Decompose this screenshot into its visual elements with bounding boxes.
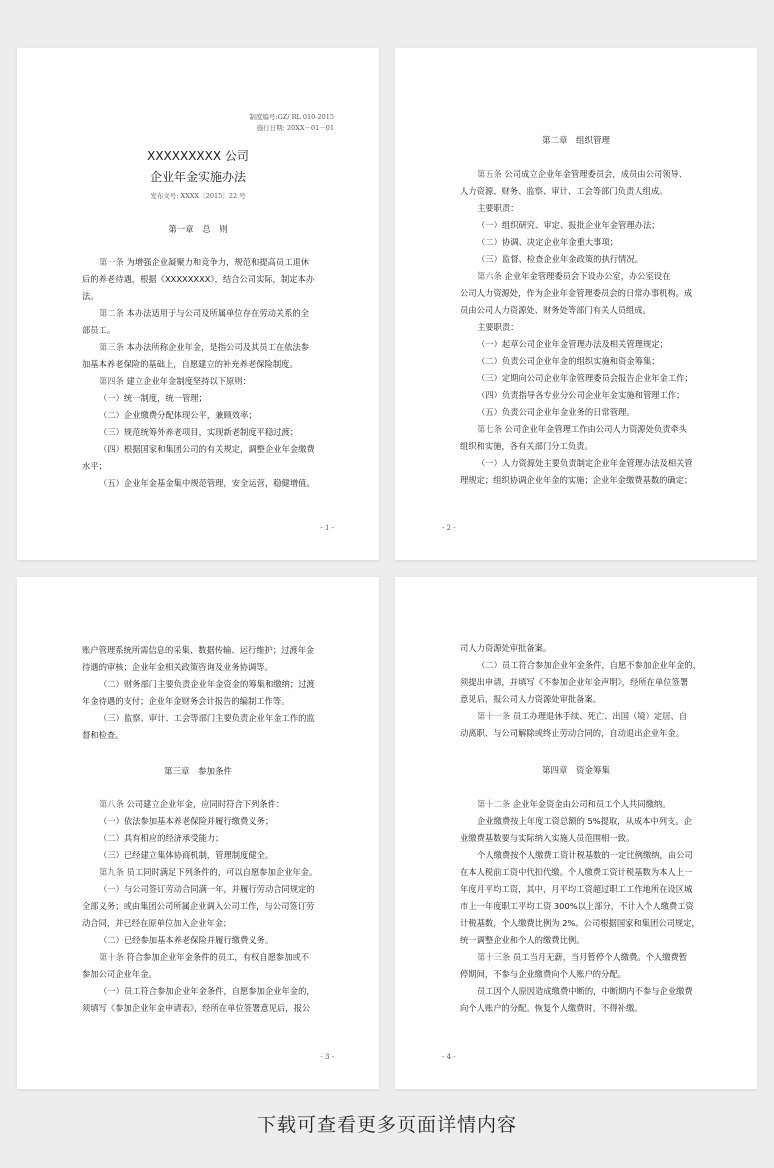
- chapter-heading: 第四章 资金筹集: [541, 766, 610, 776]
- paragraph-text: 公司人力资源处，作为企业年金管理委员会的日常办事机构。成: [460, 288, 693, 298]
- paragraph-text: 账户管理系统所需信息的采集、数据传输、运行维护；过渡年金: [82, 645, 315, 655]
- article-number: 第十三条: [477, 952, 511, 962]
- text-line: [82, 458, 334, 475]
- text-line: [82, 693, 334, 710]
- paragraph-text: 本办法适用于与公司及所属单位存在劳动关系的全: [126, 308, 310, 318]
- body-text: [460, 640, 712, 742]
- paragraph-text: 向个人账户的分配。恢复个人缴费时，不得补缴。: [460, 1003, 643, 1013]
- article-line: [460, 949, 712, 966]
- text-line: [82, 475, 334, 492]
- article-line: [460, 421, 712, 438]
- paragraph-text: （二）财务部门主要负责企业年金资金的筹集和缴纳；过渡: [99, 679, 315, 689]
- paragraph-text: 员由公司人力资源处、财务处等部门有关人员组成。: [460, 305, 651, 315]
- paragraph-text: 统一调整企业和个人的缴费比例。: [460, 935, 585, 945]
- paragraph-text: 意见后，报公司人力资源处审批备案。: [460, 694, 602, 704]
- text-line: [82, 727, 334, 744]
- paragraph-text: 在本人税前工资中代扣代缴。个人缴费工资计税基数为本人上一: [460, 867, 693, 877]
- paragraph-text: （一）与公司签订劳动合同满一年，并履行劳动合同规定的: [99, 884, 315, 894]
- paragraph-text: 市上一年度职工平均工资 300%以上部分，不计入个人缴费工资: [460, 901, 694, 911]
- paragraph-text: （三）规范统筹外养老项目，实现新老制度平稳过渡；: [99, 427, 299, 437]
- paragraph-text: （五）企业年金基金集中规范管理，安全运营，稳健增值。: [99, 478, 315, 488]
- paragraph-text: （一）组织研究、审定、报批企业年金管理办法；: [477, 220, 660, 230]
- paragraph-text: 员工同时满足下列条件的，可以自愿参加企业年金。: [126, 867, 318, 877]
- article-line: [82, 339, 334, 356]
- text-line: [82, 356, 334, 373]
- page-number: - 1 -: [320, 524, 334, 532]
- text-line: [82, 966, 334, 983]
- article-line: [460, 268, 712, 285]
- text-line: [460, 983, 712, 1000]
- paragraph-text: （三）已经建立集体协商机制，管理制度健全。: [99, 850, 274, 860]
- paragraph-text: 建立企业年金制度坚持以下原则：: [126, 376, 252, 386]
- paragraph-text: 须提出申请，并填写《不参加企业年金声明》，经所在单位签署: [460, 677, 689, 687]
- paragraph-text: 计税基数，个人缴费比例为 2%。公司根据国家和集团公司规定，: [460, 918, 700, 928]
- paragraph-text: （一）人力资源处主要负责制定企业年金管理办法及相关管: [477, 458, 693, 468]
- document-page-3: [17, 577, 379, 1089]
- paragraph-text: 主要职责：: [477, 203, 519, 213]
- paragraph-text: 理规定；组织协调企业年金的实施；企业年金缴费基数的确定；: [460, 475, 693, 485]
- text-line: [460, 1000, 712, 1017]
- paragraph-text: 公司建立企业年金，应同时符合下列条件：: [126, 799, 285, 809]
- paragraph-text: 动合同，并已经在原单位加入企业年金；: [82, 918, 232, 928]
- chapter-heading: 第三章 参加条件: [163, 767, 232, 777]
- text-line: [460, 657, 712, 674]
- paragraph-text: 公司成立企业年金管理委员会，成员由公司领导、: [504, 169, 688, 179]
- text-line: [460, 285, 712, 302]
- paragraph-text: 公司企业年金管理工作由公司人力资源处负责牵头: [504, 424, 688, 434]
- text-line: [82, 659, 334, 676]
- article-number: 第十一条: [477, 711, 511, 721]
- article-line: [82, 864, 334, 881]
- paragraph-text: 符合参加企业年金条件的员工，有权自愿参加或不: [126, 952, 310, 962]
- article-number: 第六条: [477, 271, 502, 281]
- paragraph-text: 动离职、与公司解除或终止劳动合同的，自动退出企业年金。: [460, 728, 685, 738]
- article-line: [460, 796, 712, 813]
- chapter-heading: 第二章 组织管理: [541, 136, 610, 146]
- paragraph-text: （二）负责公司企业年金的组织实施和资金筹集；: [477, 356, 660, 366]
- text-line: [82, 441, 334, 458]
- text-line: [460, 234, 712, 251]
- document-page-4: [395, 577, 757, 1089]
- text-line: [460, 881, 712, 898]
- text-line: [82, 642, 334, 659]
- paragraph-text: （一）统一制度，统一管理；: [99, 393, 207, 403]
- text-line: [460, 183, 712, 200]
- paragraph-text: （二）具有相应的经济承受能力；: [99, 833, 224, 843]
- text-line: [82, 390, 334, 407]
- text-line: [82, 407, 334, 424]
- chapter-heading: 第一章 总 则: [168, 225, 228, 235]
- text-line: [460, 725, 712, 742]
- text-line: [460, 830, 712, 847]
- document-page-1: [17, 48, 379, 560]
- article-line: [82, 373, 334, 390]
- paragraph-text: 组织和实施，各有关部门分工负责。: [460, 441, 593, 451]
- article-number: 第七条: [477, 424, 502, 434]
- paragraph-text: 部员工。: [82, 325, 116, 335]
- paragraph-text: 本办法所称企业年金，是指公司及其员工在依法参: [126, 342, 310, 352]
- text-line: [82, 847, 334, 864]
- paragraph-text: 业缴费基数要与实际纳入实施人员范围相一致。: [460, 833, 635, 843]
- text-line: [460, 932, 712, 949]
- body-text-continued: [460, 796, 712, 1017]
- document-page-2: [395, 48, 757, 560]
- paragraph-text: 年金待遇的支付；企业年金财务会计报告的编制工作等。: [82, 696, 290, 706]
- text-line: [82, 676, 334, 693]
- article-number: 第一条: [99, 257, 124, 267]
- article-line: [82, 949, 334, 966]
- effective-date: 施行日期: 20XX－01－01: [256, 124, 334, 132]
- text-line: [460, 898, 712, 915]
- text-line: [460, 387, 712, 404]
- company-name: XXXXXXXXX 公司: [147, 149, 249, 163]
- body-text: [460, 166, 712, 489]
- paragraph-text: 加基本养老保险的基础上，自愿建立的补充养老保险制度。: [82, 359, 298, 369]
- paragraph-text: （二）协调、决定企业年金重大事项；: [477, 237, 619, 247]
- text-line: [82, 1000, 334, 1017]
- text-line: [82, 813, 334, 830]
- text-line: [460, 302, 712, 319]
- paragraph-text: 为增强企业凝聚力和竞争力，规范和提高员工退休: [126, 257, 310, 267]
- text-line: [460, 370, 712, 387]
- text-line: [460, 966, 712, 983]
- text-line: [460, 353, 712, 370]
- text-line: [82, 710, 334, 727]
- paragraph-text: 督和检查。: [82, 730, 124, 740]
- text-line: [82, 932, 334, 949]
- body-text: [82, 254, 334, 492]
- text-line: [82, 915, 334, 932]
- text-line: [460, 691, 712, 708]
- paragraph-text: 个人缴费按个人缴费工资计税基数的一定比例缴纳，由公司: [477, 850, 693, 860]
- paragraph-text: （二）已经参加基本养老保险并履行缴费义务。: [99, 935, 274, 945]
- paragraph-text: 法。: [82, 291, 99, 301]
- text-line: [460, 847, 712, 864]
- text-line: [82, 322, 334, 339]
- text-line: [460, 319, 712, 336]
- paragraph-text: 企业年金管理委员会下设办公室，办公室设在: [504, 271, 671, 281]
- document-title: 企业年金实施办法: [149, 170, 246, 184]
- page-number: - 3 -: [320, 1053, 334, 1061]
- paragraph-text: 员工办理退休手续、死亡、出国（境）定居、自: [512, 711, 688, 721]
- paragraph-text: 停期间，不参与企业缴费向个人账户的分配。: [460, 969, 626, 979]
- text-line: [460, 336, 712, 353]
- page-number: - 2 -: [442, 524, 456, 532]
- text-line: [460, 915, 712, 932]
- text-line: [460, 217, 712, 234]
- text-line: [460, 640, 712, 657]
- paragraph-text: （五）负责公司企业年金业务的日常管理。: [477, 407, 635, 417]
- paragraph-text: 待遇的审核；企业年金相关政策咨询及业务协调等。: [82, 662, 273, 672]
- paragraph-text: （二）企业缴费分配体现公平，兼顾效率；: [99, 410, 257, 420]
- text-line: [460, 438, 712, 455]
- article-line: [460, 166, 712, 183]
- download-more-caption: 下载可查看更多页面详情内容: [256, 1114, 517, 1136]
- text-line: [82, 983, 334, 1000]
- paragraph-text: （三）定期向公司企业年金管理委员会报告企业年金工作；: [477, 373, 693, 383]
- text-line: [460, 472, 712, 489]
- article-number: 第三条: [99, 342, 124, 352]
- article-number: 第四条: [99, 376, 124, 386]
- paragraph-text: 参加公司企业年金。: [82, 969, 157, 979]
- document-number: 发布文号: XXXX〔2015〕22 号: [150, 192, 246, 200]
- paragraph-text: 企业缴费按上年度工资总额的 5%提取，从成本中列支。企: [477, 816, 692, 826]
- paragraph-text: （一）依法参加基本养老保险并履行缴费义务；: [99, 816, 274, 826]
- paragraph-text: 人力资源、财务、监察、审计、工会等部门负责人组成。: [460, 186, 668, 196]
- text-line: [460, 864, 712, 881]
- regulation-number: 制度编号:GZ/ RL 010-2015: [249, 113, 334, 121]
- text-line: [82, 830, 334, 847]
- paragraph-text: 须填写《参加企业年金申请表》，经所在单位签署意见后，报公: [82, 1003, 311, 1013]
- text-line: [82, 881, 334, 898]
- article-number: 第十条: [99, 952, 124, 962]
- text-line: [460, 455, 712, 472]
- paragraph-text: （四）负责指导各专业分公司企业年金实施和管理工作；: [477, 390, 685, 400]
- paragraph-text: 主要职责：: [477, 322, 519, 332]
- paragraph-text: 年度月平均工资，其中，月平均工资超过职工工作地所在设区城: [460, 884, 693, 894]
- paragraph-text: （一）员工符合参加企业年金条件，自愿参加企业年金的，: [99, 986, 315, 996]
- paragraph-text: 全部义务；或由集团公司所属企业调入公司工作，与公司签订劳: [82, 901, 315, 911]
- paragraph-text: 水平；: [82, 461, 107, 471]
- paragraph-text: （四）根据国家和集团公司的有关规定，调整企业年金缴费: [99, 444, 315, 454]
- paragraph-text: 后的养老待遇，根据《XXXXXXXX》，结合公司实际，制定本办: [82, 274, 315, 284]
- text-line: [460, 674, 712, 691]
- text-line: [82, 271, 334, 288]
- paragraph-text: 员工当月无薪，当月暂停个人缴费。个人缴费暂: [512, 952, 688, 962]
- document-meta: [249, 112, 334, 134]
- text-line: [82, 288, 334, 305]
- body-text-continued: [82, 796, 334, 1017]
- article-line: [460, 708, 712, 725]
- paragraph-text: 员工因个人原因造成缴费中断的，中断期内不参与企业缴费: [477, 986, 693, 996]
- text-line: [82, 424, 334, 441]
- article-number: 第十二条: [477, 799, 511, 809]
- paragraph-text: 司人力资源处审批备案。: [460, 643, 552, 653]
- paragraph-text: （三）监察、审计、工会等部门主要负责企业年金工作的监: [99, 713, 315, 723]
- article-number: 第九条: [99, 867, 124, 877]
- article-line: [82, 305, 334, 322]
- page-number: - 4 -: [442, 1053, 456, 1061]
- article-line: [82, 796, 334, 813]
- text-line: [460, 200, 712, 217]
- paragraph-text: 企业年金资金由公司和员工个人共同缴纳。: [512, 799, 671, 809]
- paragraph-text: （一）起草公司企业年金管理办法及相关管理规定；: [477, 339, 668, 349]
- text-line: [460, 251, 712, 268]
- article-number: 第五条: [477, 169, 502, 179]
- paragraph-text: （三）监督、检查企业年金政策的执行情况。: [477, 254, 643, 264]
- article-number: 第二条: [99, 308, 124, 318]
- text-line: [82, 898, 334, 915]
- article-line: [82, 254, 334, 271]
- body-text: [82, 642, 334, 744]
- text-line: [460, 813, 712, 830]
- article-number: 第八条: [99, 799, 124, 809]
- text-line: [460, 404, 712, 421]
- paragraph-text: （二）员工符合参加企业年金条件，自愿不参加企业年金的，: [477, 660, 702, 670]
